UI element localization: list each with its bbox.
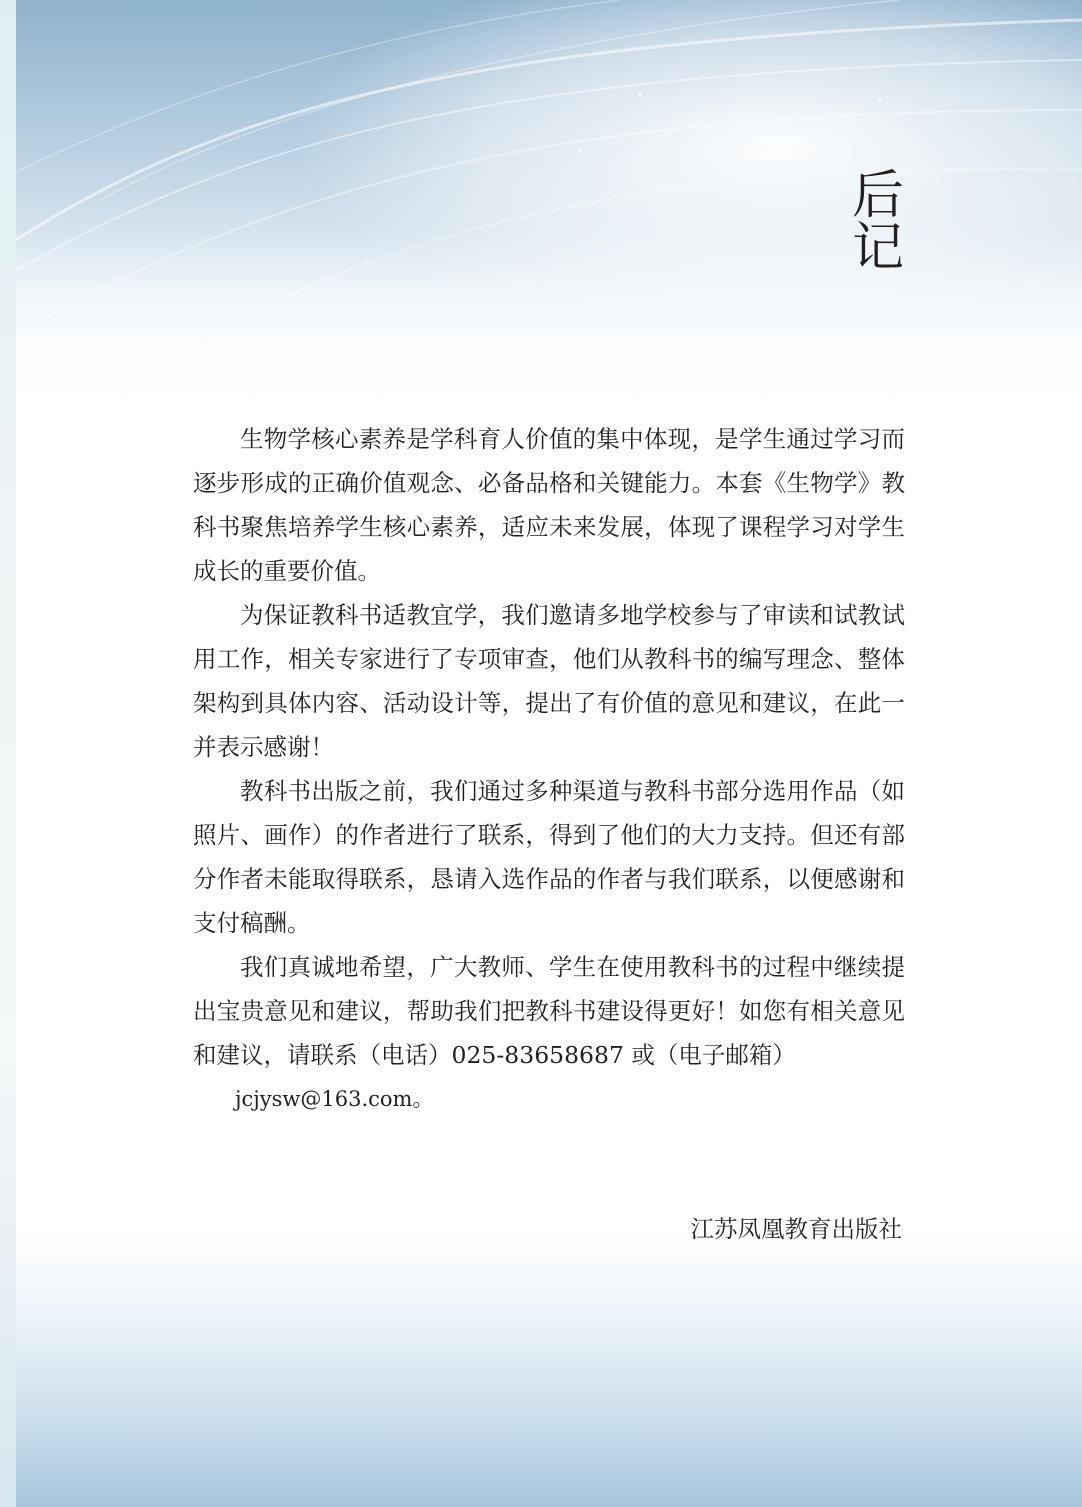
- left-edge-stripe: [0, 0, 16, 1507]
- footer-background-gradient: [0, 1230, 1082, 1507]
- paragraph-2: 为保证教科书适教宜学，我们邀请多地学校参与了审读和试教试用工作，相关专家进行了专项审查，他们从教科书的编写理念、整体架构到具体内容、活动设计等，提出了有价值的意见和建议，在此一并表示感谢！: [193, 601, 905, 761]
- title-char-2: 记: [851, 218, 904, 278]
- paragraph-3: 教科书出版之前，我们通过多种渠道与教科书部分选用作品（如照片、画作）的作者进行了联系，得到了他们的大力支持。但还有部分作者未能取得联系，恳请入选作品的作者与我们联系，以便感谢和支付稿酬。: [193, 777, 905, 937]
- page-title: [848, 166, 908, 278]
- paragraph-1: 生物学核心素养是学科育人价值的集中体现，是学生通过学习而逐步形成的正确价值观念、必备品格和关键能力。本套《生物学》教科书聚焦培养学生核心素养，适应未来发展，体现了课程学习对学生成长的重要价值。: [193, 425, 905, 585]
- afterword-body: [193, 417, 905, 1121]
- title-char-1: 后: [851, 166, 904, 226]
- header-background-image: [0, 0, 1082, 420]
- publisher-name: 江苏凤凰教育出版社: [690, 1215, 902, 1243]
- contact-email: jcjysw@163.com。: [235, 1087, 434, 1111]
- paragraph-4: 我们真诚地希望，广大教师、学生在使用教科书的过程中继续提出宝贵意见和建议，帮助我们把教科书建设得更好！如您有相关意见和建议，请联系（电话）025-83658687 或（电子邮箱）: [193, 953, 905, 1069]
